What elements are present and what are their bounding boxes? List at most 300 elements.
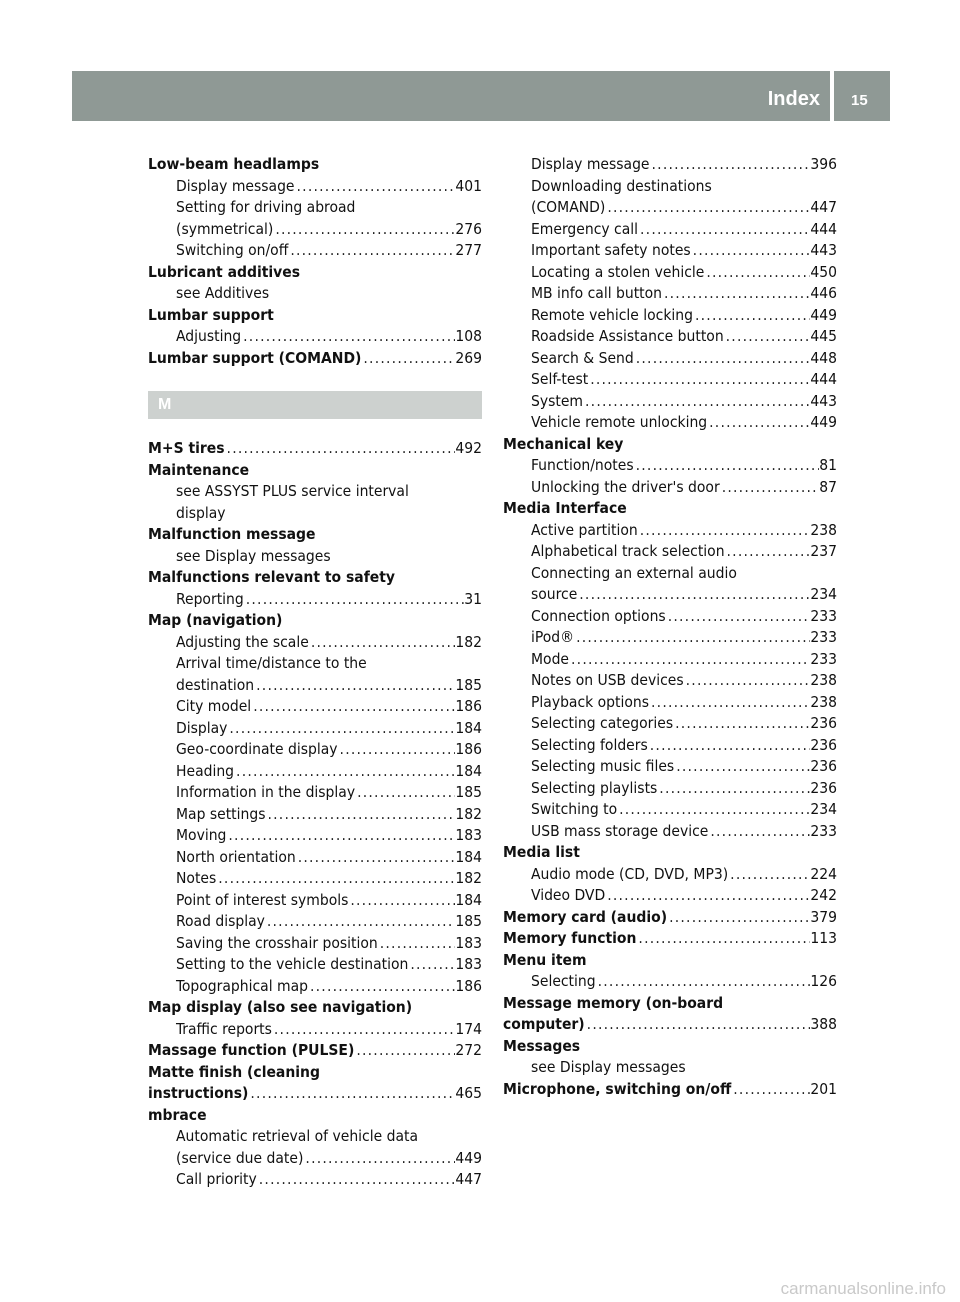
index-term: Geo-coordinate display [176, 740, 338, 758]
index-group-m-right [503, 154, 837, 1100]
index-entry [148, 503, 482, 525]
index-entry [148, 481, 482, 503]
dot-leader [667, 907, 810, 929]
page-reference: 108 [455, 327, 482, 345]
index-term: Message memory (on-board [503, 993, 724, 1012]
index-term: Setting for driving abroad [176, 198, 356, 216]
index-term: Self-test [531, 370, 589, 388]
index-entry [148, 460, 482, 482]
index-column-right [503, 154, 837, 1100]
dot-leader [638, 520, 811, 542]
index-entry [503, 1079, 837, 1101]
index-term: Unlocking the driver's door [531, 477, 720, 496]
page-reference: 233 [810, 628, 837, 646]
index-term: Heading [176, 761, 235, 780]
dot-leader [295, 176, 456, 198]
dot-leader [251, 696, 455, 718]
index-term: Playback options [531, 692, 650, 711]
index-entry [148, 675, 482, 697]
page-reference: 186 [455, 976, 482, 995]
dot-leader [348, 890, 455, 912]
dot-leader [226, 825, 455, 847]
index-term: Memory function [503, 929, 637, 947]
page-reference: 224 [810, 864, 837, 883]
page-reference: 269 [455, 348, 482, 367]
index-term: see Display messages [176, 546, 331, 565]
index-term: Point of interest symbols [176, 890, 349, 909]
index-term: M+S tires [148, 439, 225, 457]
page-reference: 379 [810, 907, 837, 926]
dot-leader [707, 412, 810, 434]
index-term: Audio mode (CD, DVD, MP3) [531, 864, 729, 883]
dot-leader [248, 1083, 455, 1105]
index-entry [148, 524, 482, 546]
page-reference: 396 [810, 155, 837, 173]
page-reference: 234 [810, 585, 837, 603]
index-entry [148, 1169, 482, 1191]
index-term: Call priority [176, 1170, 257, 1188]
index-term: Mechanical key [503, 434, 624, 453]
index-term: Menu item [503, 950, 587, 969]
page-reference: 447 [810, 198, 837, 216]
dot-leader [355, 782, 455, 804]
dot-leader [257, 1169, 456, 1191]
page-reference: 238 [810, 520, 837, 539]
index-entry [148, 1019, 482, 1041]
index-term: instructions) [148, 1084, 249, 1102]
dot-leader [638, 219, 810, 241]
index-entry [503, 434, 837, 456]
index-entry [148, 933, 482, 955]
dot-leader [708, 821, 810, 843]
dot-leader [234, 761, 455, 783]
page-reference: 450 [810, 262, 837, 281]
index-entry [148, 954, 482, 976]
index-column-left [148, 154, 482, 1191]
index-term: Road display [176, 912, 265, 930]
page-reference: 184 [455, 847, 482, 866]
dot-leader [728, 864, 810, 886]
index-term: Alphabetical track selection [531, 542, 725, 560]
page-reference: 237 [810, 542, 837, 560]
index-entry [503, 670, 837, 692]
index-entry [148, 696, 482, 718]
watermark: carmanualsonline.info [780, 1279, 946, 1298]
index-term: Selecting folders [531, 735, 648, 754]
index-term: (COMAND) [531, 198, 606, 216]
page-reference: 277 [455, 241, 482, 259]
index-term: see ASSYST PLUS service interval [176, 482, 409, 500]
index-term: Notes [176, 869, 217, 887]
index-entry [503, 928, 837, 950]
index-term: Vehicle remote unlocking [531, 413, 708, 431]
index-entry [148, 825, 482, 847]
page-reference: 449 [455, 1148, 482, 1167]
index-term: (service due date) [176, 1148, 304, 1167]
dot-leader [303, 1148, 455, 1170]
index-term: (symmetrical) [176, 219, 274, 238]
index-entry [503, 412, 837, 434]
index-term: System [531, 391, 584, 410]
dot-leader [273, 219, 455, 241]
dot-leader [265, 911, 456, 933]
index-entry [148, 1105, 482, 1127]
dot-leader [272, 1019, 455, 1041]
dot-leader [361, 348, 455, 370]
index-entry [148, 653, 482, 675]
dot-leader [634, 348, 811, 370]
dot-leader [583, 391, 810, 413]
page-reference: 449 [810, 413, 837, 431]
index-entry [148, 1126, 482, 1148]
index-term: Selecting playlists [531, 778, 658, 797]
index-term: Saving the crosshair position [176, 933, 378, 952]
dot-leader [674, 756, 810, 778]
index-entry [503, 262, 837, 284]
index-entry [503, 176, 837, 198]
dot-leader [704, 262, 810, 284]
index-entry [148, 718, 482, 740]
index-term: Display [176, 718, 228, 737]
index-term: computer) [503, 1015, 585, 1033]
index-entry [503, 584, 837, 606]
index-entry [148, 1083, 482, 1105]
page-reference: 445 [810, 327, 837, 345]
page-reference: 443 [810, 241, 837, 259]
dot-leader [254, 675, 455, 697]
index-term: Malfunction message [148, 525, 316, 543]
index-entry [503, 692, 837, 714]
index-entry [148, 283, 482, 305]
index-group-l [148, 154, 482, 369]
index-term: Mode [531, 649, 570, 668]
index-term: Malfunctions relevant to safety [148, 568, 395, 586]
page-reference: 236 [810, 778, 837, 797]
index-entry [148, 589, 482, 611]
index-entry [503, 842, 837, 864]
dot-leader [684, 670, 811, 692]
dot-leader [241, 326, 455, 348]
index-term: Active partition [531, 520, 638, 539]
dot-leader [617, 799, 810, 821]
index-entry [503, 627, 837, 649]
page-reference: 236 [810, 714, 837, 732]
dot-leader [666, 606, 811, 628]
dot-leader [577, 584, 810, 606]
index-entry [503, 520, 837, 542]
index-term: Emergency call [531, 219, 639, 238]
index-entry [503, 1057, 837, 1079]
header-title: Index [767, 88, 820, 110]
page-reference: 184 [455, 761, 482, 780]
page-reference: 238 [810, 671, 837, 689]
dot-leader [225, 438, 456, 460]
page-reference: 183 [455, 955, 482, 973]
index-term: Reporting [176, 589, 244, 608]
index-term: see Additives [176, 284, 270, 302]
page-reference: 174 [455, 1019, 482, 1038]
dot-leader [662, 283, 810, 305]
index-entry [503, 649, 837, 671]
index-term: Adjusting the scale [176, 632, 309, 651]
index-entry [148, 610, 482, 632]
index-term: iPod® [531, 628, 575, 646]
index-term: source [531, 585, 578, 603]
index-entry [503, 993, 837, 1015]
index-term: Media Interface [503, 499, 627, 517]
dot-leader [691, 240, 811, 262]
index-entry [503, 950, 837, 972]
page-reference: 388 [810, 1015, 837, 1033]
dot-leader [265, 804, 455, 826]
index-term: Maintenance [148, 460, 250, 479]
index-term: Display message [531, 155, 650, 173]
index-term: USB mass storage device [531, 821, 709, 840]
dot-leader [244, 589, 465, 611]
page-reference: 448 [810, 348, 837, 367]
index-term: Selecting [531, 972, 596, 990]
dot-leader [288, 240, 455, 262]
dot-leader [596, 971, 811, 993]
index-entry [148, 197, 482, 219]
dot-leader [724, 326, 811, 348]
index-entry [503, 477, 837, 499]
index-term: Video DVD [531, 886, 606, 904]
section-letter-m: M [148, 391, 482, 419]
page-reference: 447 [455, 1170, 482, 1188]
index-entry [503, 240, 837, 262]
index-term: Search & Send [531, 348, 634, 367]
index-entry [503, 864, 837, 886]
index-entry [148, 997, 482, 1019]
index-term: Selecting categories [531, 714, 674, 732]
index-entry [503, 219, 837, 241]
index-entry [503, 799, 837, 821]
page-reference: 81 [819, 456, 837, 474]
index-entry [148, 348, 482, 370]
page-reference: 233 [810, 821, 837, 840]
dot-leader [649, 692, 810, 714]
page-reference: 186 [455, 697, 482, 715]
index-entry [503, 305, 837, 327]
page-reference: 446 [810, 284, 837, 302]
page-reference: 113 [810, 929, 837, 947]
index-entry [503, 154, 837, 176]
index-term: Roadside Assistance button [531, 327, 724, 345]
page-reference: 184 [455, 718, 482, 737]
index-entry [503, 1014, 837, 1036]
page-reference: 276 [455, 219, 482, 238]
index-entry [503, 735, 837, 757]
index-term: Map (navigation) [148, 611, 283, 629]
dot-leader [673, 713, 810, 735]
dot-leader [378, 933, 456, 955]
page-reference: 444 [810, 219, 837, 238]
index-term: Notes on USB devices [531, 671, 684, 689]
dot-leader [588, 369, 810, 391]
index-entry [503, 713, 837, 735]
page-reference: 183 [455, 826, 482, 844]
page-reference: 492 [455, 439, 482, 457]
index-term: display [176, 503, 226, 522]
index-entry [503, 498, 837, 520]
index-term: Lubricant additives [148, 262, 301, 281]
index-term: Lumbar support [148, 305, 274, 324]
dot-leader [731, 1079, 810, 1101]
page-reference: 87 [819, 477, 837, 496]
dot-leader [408, 954, 455, 976]
dot-leader [309, 632, 456, 654]
index-entry [503, 283, 837, 305]
dot-leader [636, 928, 810, 950]
dot-leader [216, 868, 455, 890]
index-term: Matte finish (cleaning [148, 1062, 320, 1081]
page-reference: 236 [810, 735, 837, 754]
header-page-number: 15 [851, 92, 868, 109]
index-entry [503, 563, 837, 585]
page-reference: 401 [455, 176, 482, 195]
index-term: Traffic reports [176, 1019, 272, 1038]
index-entry [148, 176, 482, 198]
index-entry [503, 455, 837, 477]
index-term: Remote vehicle locking [531, 305, 693, 324]
page-reference: 182 [455, 632, 482, 651]
index-term: Memory card (audio) [503, 907, 668, 926]
index-group-m-left [148, 438, 482, 1191]
index-entry [148, 868, 482, 890]
index-term: Function/notes [531, 456, 634, 474]
index-entry [148, 1148, 482, 1170]
index-entry [503, 541, 837, 563]
index-entry [148, 976, 482, 998]
index-term: Map settings [176, 804, 266, 823]
index-term: Messages [503, 1036, 581, 1055]
index-term: Massage function (PULSE) [148, 1041, 355, 1059]
index-entry [148, 804, 482, 826]
dot-leader [354, 1040, 455, 1062]
index-term: Switching on/off [176, 241, 289, 259]
page-reference: 465 [455, 1084, 482, 1102]
dot-leader [693, 305, 810, 327]
index-term: Microphone, switching on/off [503, 1079, 732, 1098]
page-reference: 234 [810, 800, 837, 818]
index-term: Automatic retrieval of vehicle data [176, 1127, 419, 1145]
index-term: Media list [503, 843, 580, 861]
index-term: Display message [176, 176, 295, 195]
index-term: Adjusting [176, 327, 242, 345]
dot-leader [605, 197, 810, 219]
index-term: Map display (also see navigation) [148, 998, 413, 1016]
page-reference: 31 [464, 589, 482, 608]
index-term: see Display messages [531, 1058, 686, 1076]
index-entry [503, 348, 837, 370]
dot-leader [725, 541, 811, 563]
index-entry [148, 240, 482, 262]
index-term: MB info call button [531, 284, 662, 302]
dot-leader [720, 477, 820, 499]
index-entry [503, 821, 837, 843]
index-term: Arrival time/distance to the [176, 654, 367, 672]
index-entry [503, 391, 837, 413]
page-reference: 184 [455, 890, 482, 909]
dot-leader [296, 847, 456, 869]
dot-leader [634, 455, 820, 477]
header-divider [830, 71, 834, 121]
index-term: Topographical map [176, 976, 308, 995]
index-term: North orientation [176, 847, 296, 866]
page-reference: 242 [810, 886, 837, 904]
page-reference: 444 [810, 370, 837, 388]
dot-leader [650, 154, 811, 176]
dot-leader [605, 885, 810, 907]
index-entry [503, 907, 837, 929]
index-term: Lumbar support (COMAND) [148, 348, 362, 367]
dot-leader [585, 1014, 811, 1036]
index-entry [503, 369, 837, 391]
page-reference: 233 [810, 606, 837, 625]
index-entry [148, 262, 482, 284]
index-term: Connecting an external audio [531, 563, 737, 582]
page-reference: 186 [455, 740, 482, 758]
index-entry [148, 890, 482, 912]
index-entry [503, 971, 837, 993]
index-entry [503, 756, 837, 778]
page-reference: 185 [455, 783, 482, 801]
page-reference: 126 [810, 972, 837, 990]
index-entry [148, 761, 482, 783]
page-reference: 182 [455, 804, 482, 823]
page-reference: 236 [810, 757, 837, 775]
index-entry [503, 197, 837, 219]
dot-leader [657, 778, 810, 800]
index-entry [503, 778, 837, 800]
index-term: mbrace [148, 1105, 207, 1124]
index-term: Important safety notes [531, 241, 691, 259]
index-entry [148, 847, 482, 869]
index-term: Information in the display [176, 783, 356, 801]
dot-leader [338, 739, 456, 761]
index-entry [148, 219, 482, 241]
index-entry [148, 632, 482, 654]
page-reference: 185 [455, 675, 482, 694]
index-term: Switching to [531, 800, 618, 818]
index-term: City model [176, 697, 252, 715]
index-entry [148, 1040, 482, 1062]
index-entry [148, 911, 482, 933]
index-entry [148, 567, 482, 589]
page-reference: 233 [810, 649, 837, 668]
index-term: Setting to the vehicle destination [176, 955, 409, 973]
index-entry [503, 606, 837, 628]
index-term: Low-beam headlamps [148, 155, 320, 173]
index-entry [148, 782, 482, 804]
dot-leader [648, 735, 811, 757]
index-term: Locating a stolen vehicle [531, 262, 705, 281]
index-entry [148, 438, 482, 460]
page-reference: 449 [810, 305, 837, 324]
page-reference: 238 [810, 692, 837, 711]
index-term: Selecting music files [531, 757, 675, 775]
index-entry [148, 1062, 482, 1084]
page-reference: 185 [455, 912, 482, 930]
index-entry [148, 739, 482, 761]
index-entry [148, 305, 482, 327]
page-reference: 443 [810, 391, 837, 410]
dot-leader [574, 627, 810, 649]
index-entry [503, 326, 837, 348]
index-term: Moving [176, 826, 227, 844]
page-reference: 201 [810, 1079, 837, 1098]
